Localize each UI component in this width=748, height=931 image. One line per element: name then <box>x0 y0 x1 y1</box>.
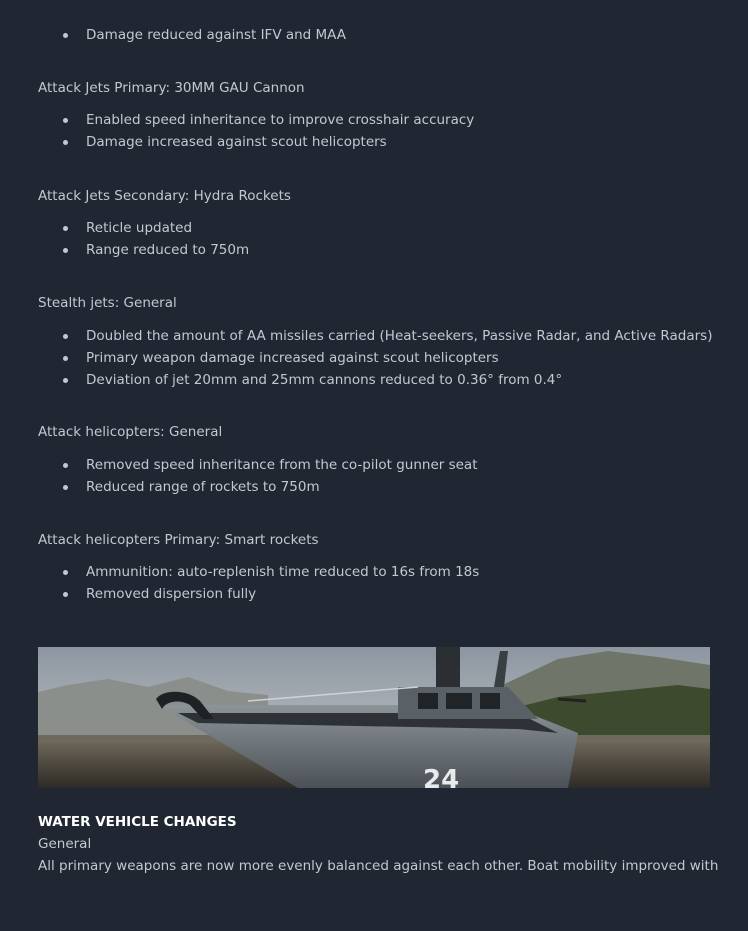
boat-banner-image <box>38 647 710 788</box>
section-heading: Attack helicopters: General <box>38 424 223 440</box>
water-section-title: WATER VEHICLE CHANGES <box>38 814 237 830</box>
section-heading: Attack Jets Secondary: Hydra Rockets <box>38 188 291 204</box>
bullet-list <box>38 454 478 498</box>
water-section-body: All primary weapons are now more evenly balanced against each other. Boat mobility improved with <box>38 858 719 874</box>
list-item: Range reduced to 750m <box>38 239 249 261</box>
list-item: Removed speed inheritance from the co-pilot gunner seat <box>38 454 478 476</box>
list-item: Reduced range of rockets to 750m <box>38 476 478 498</box>
list-item: Ammunition: auto-replenish time reduced to 16s from 18s <box>38 561 479 583</box>
list-item: Removed dispersion fully <box>38 583 479 605</box>
boat-window <box>480 693 500 709</box>
list-item: Doubled the amount of AA missiles carried (Heat-seekers, Passive Radar, and Active Radars) <box>38 325 712 347</box>
list-item: Primary weapon damage increased against scout helicopters <box>38 347 712 369</box>
boat-mast <box>436 647 460 687</box>
list-item: Deviation of jet 20mm and 25mm cannons reduced to 0.36° from 0.4° <box>38 369 712 391</box>
bullet-list <box>38 24 346 46</box>
boat-hull-number: 24 <box>423 765 460 788</box>
bullet-list <box>38 561 479 605</box>
bullet-list <box>38 325 712 391</box>
list-item: Damage increased against scout helicopters <box>38 131 474 153</box>
section-heading: Attack Jets Primary: 30MM GAU Cannon <box>38 80 305 96</box>
boat-window <box>418 693 438 709</box>
bullet-list <box>38 217 249 261</box>
water-section-subtitle: General <box>38 836 92 852</box>
list-item: Damage reduced against IFV and MAA <box>38 24 346 46</box>
boat-window <box>446 693 472 709</box>
boat-gun <box>558 699 586 701</box>
list-item: Enabled speed inheritance to improve crosshair accuracy <box>38 109 474 131</box>
section-heading: Attack helicopters Primary: Smart rockets <box>38 532 319 548</box>
section-heading: Stealth jets: General <box>38 295 177 311</box>
bullet-list <box>38 109 474 153</box>
list-item: Reticle updated <box>38 217 249 239</box>
